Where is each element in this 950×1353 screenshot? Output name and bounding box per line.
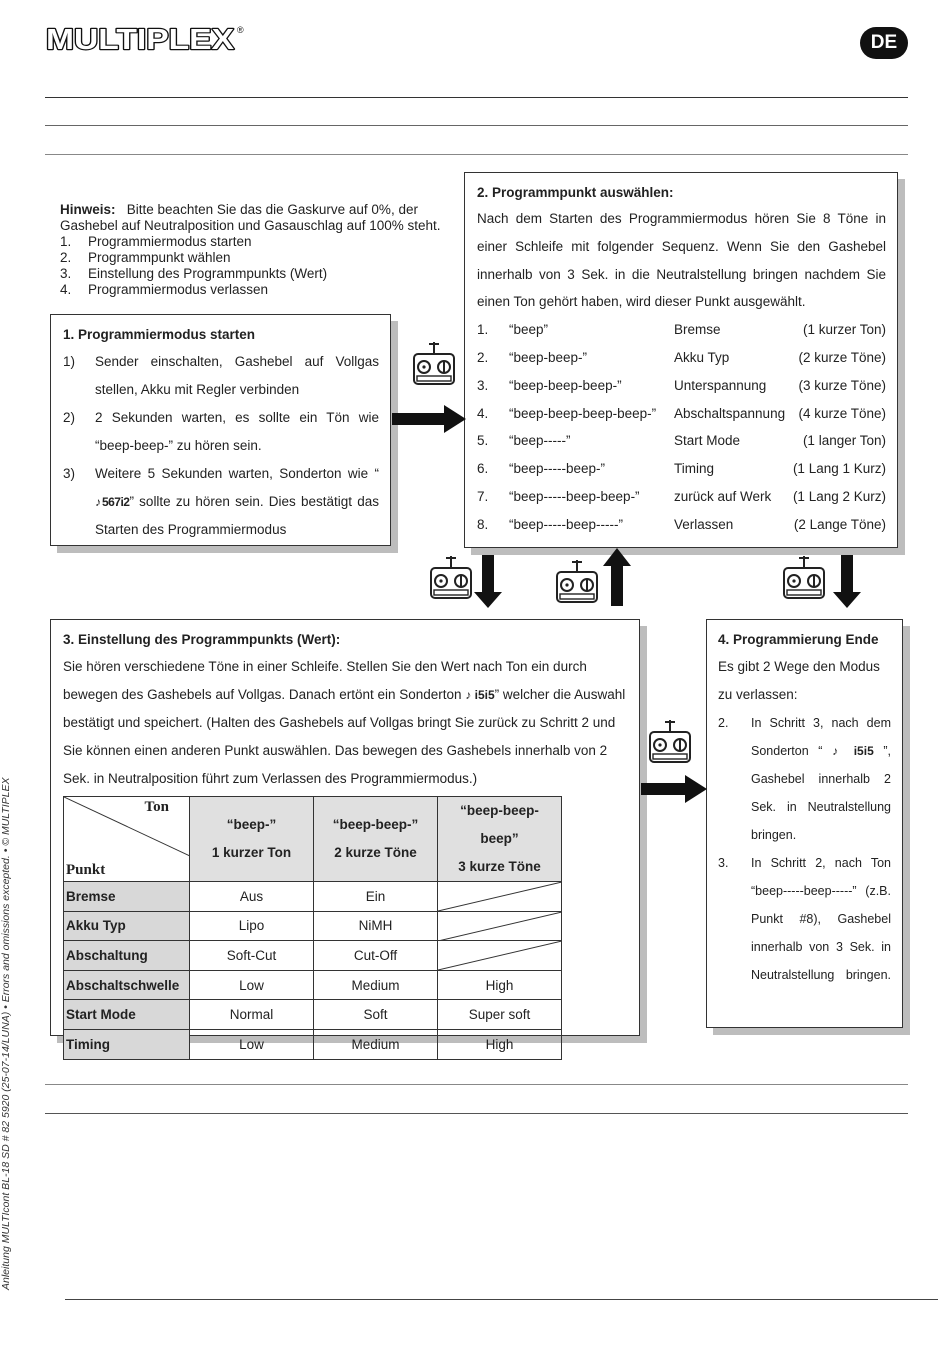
table-row <box>64 911 562 941</box>
sequence-description: (1 Lang 2 Kurz) <box>792 488 886 504</box>
column-header-tone: “beep-beep-” <box>332 817 419 832</box>
table-row <box>64 941 562 971</box>
cell-diagonal <box>438 941 562 970</box>
sequence-number: 1. <box>477 322 489 338</box>
box4-item-text <box>751 709 891 849</box>
sequence-tone: “beep” <box>509 322 549 338</box>
hint-step-text: Programmiermodus starten <box>88 234 252 249</box>
header-rule-3 <box>45 154 908 155</box>
sequence-row <box>477 400 886 428</box>
footer-rule-1 <box>45 1084 908 1085</box>
hint-steps <box>60 234 460 298</box>
box3-text-after: ” welcher die Auswahl bestätigt und speichert. (Halten des Gashebels auf Vollgas bringt Sie zurück zu Schritt 2 und Sie können einen anderen Punkt auswählen. Das bewegen des Gashebels innerhalb von 2 Sek. in Neutralposition führt zum Verlassen des Programmiermodus.) <box>63 687 626 786</box>
tone-glyph: ♪567i2 <box>95 495 130 509</box>
transmitter-icon <box>784 556 824 598</box>
box4-title: 4. Programmierung Ende <box>718 632 879 647</box>
hint-step-text: Einstellung des Programmpunkts (Wert) <box>88 266 328 281</box>
multiplex-logo-text: MULTIPLEX <box>46 24 235 54</box>
box3-text <box>63 653 627 793</box>
sequence-tone: “beep-beep-” <box>509 349 588 365</box>
hint-step-number: 2. <box>60 250 72 265</box>
row-header: Akku Typ <box>64 911 190 941</box>
table-column-header <box>190 797 314 882</box>
table-cell: Medium <box>314 1029 438 1059</box>
box1-item <box>63 348 379 404</box>
sequence-item: Unterspannung <box>674 377 767 393</box>
sequence-row <box>477 372 886 400</box>
box4-item-number: 2. <box>718 716 729 730</box>
cell-diagonal <box>438 912 562 941</box>
sequence-tone: “beep-----beep-----” <box>509 516 624 532</box>
box-programming-end <box>706 619 903 1028</box>
tone-glyph: ♪ i5i5 <box>832 744 874 758</box>
box4-item <box>718 849 891 989</box>
table-cell: Ein <box>314 882 438 912</box>
sequence-row <box>477 483 886 511</box>
table-corner-cell <box>64 797 190 882</box>
column-header-desc: 2 kurze Töne <box>334 845 417 860</box>
box2-title: 2. Programmpunkt auswählen: <box>477 185 674 200</box>
column-header-desc: 1 kurzer Ton <box>211 845 292 860</box>
box1-title: 1. Programmiermodus starten <box>63 327 256 342</box>
sequence-row <box>477 316 886 344</box>
row-header: Abschaltschwelle <box>64 970 190 1000</box>
hint-text: Bitte beachten Sie das die Gaskurve auf 0%, der Gashebel auf Neutralposition und Gasauschlag auf 100% steht. <box>60 202 441 233</box>
box2-rows <box>477 316 886 538</box>
table-row <box>64 1000 562 1030</box>
table-body <box>64 882 562 1060</box>
hint-step <box>60 250 460 266</box>
box4-item-text-after: ”, Gashebel innerhalb 2 Sek. in Neutralstellung bringen. <box>751 744 892 842</box>
cell-diagonal <box>438 882 562 911</box>
header-rule-2 <box>45 125 908 126</box>
table-cell: Lipo <box>190 911 314 941</box>
hint-step-number: 3. <box>60 266 72 281</box>
table-cell: Aus <box>190 882 314 912</box>
hint-step-number: 4. <box>60 282 72 297</box>
box-select-item <box>464 172 898 548</box>
hint-step <box>60 234 460 250</box>
box3-text-before: Sie hören verschiedene Töne in einer Schleife. Stellen Sie den Wert nach Ton ein durch bewegen des Gashebels auf Vollgas. Danach ertönt ein Sonderton <box>63 659 587 702</box>
not-applicable-cell <box>438 882 562 912</box>
table-cell: High <box>438 1029 562 1059</box>
hint-step-number: 1. <box>60 234 72 249</box>
box4-text: Es gibt 2 Wege den Modus zu verlassen: <box>718 659 880 702</box>
sequence-description: (3 kurze Töne) <box>798 377 886 393</box>
box1-item-number: 2) <box>63 410 76 425</box>
sequence-tone: “beep-beep-beep-” <box>509 377 622 393</box>
box-programming-start <box>50 314 391 546</box>
sequence-number: 4. <box>477 405 489 421</box>
sequence-number: 7. <box>477 488 489 504</box>
box-set-value <box>50 619 640 1052</box>
row-header: Timing <box>64 1029 190 1059</box>
sidebar-footer-text: Anleitung MULTIcont BL-18 SD # 82 5920 (25-07-14/LUNA) • Errors and omissions excepted. • © MULTIPLEX <box>0 777 12 1290</box>
sequence-row <box>477 511 886 539</box>
row-header: Start Mode <box>64 1000 190 1030</box>
value-table <box>63 796 562 1060</box>
sequence-number: 8. <box>477 516 489 532</box>
sequence-number: 6. <box>477 461 489 477</box>
box1-item-number: 1) <box>63 354 76 369</box>
box1-item-text: 2 Sekunden warten, es sollte ein Tön wie “beep-beep-” zu hören sein. <box>95 410 379 453</box>
footer-rule-2 <box>45 1113 908 1114</box>
registered-mark: ® <box>237 25 244 35</box>
corner-label-punkt: Punkt <box>66 862 106 878</box>
sequence-tone: “beep-----beep-” <box>509 461 606 477</box>
corner-label-ton: Ton <box>144 799 169 815</box>
sequence-number: 2. <box>477 349 489 365</box>
sequence-description: (2 kurze Töne) <box>798 349 886 365</box>
table-cell: Soft-Cut <box>190 941 314 971</box>
column-header-tone: “beep-” <box>226 817 277 832</box>
box1-item-text-after: ” sollte zu hören sein. Dies bestätigt das Starten des Programmiermodus <box>95 494 380 537</box>
hint-section <box>60 202 460 298</box>
table-cell: Soft <box>314 1000 438 1030</box>
table-cell: Cut-Off <box>314 941 438 971</box>
table-cell: Low <box>190 970 314 1000</box>
language-badge: DE <box>860 27 908 59</box>
box1-item-text <box>95 460 379 544</box>
hint-label: Hinweis: <box>60 202 116 217</box>
multiplex-logo <box>45 22 245 54</box>
box1-item <box>63 404 379 460</box>
table-cell: High <box>438 970 562 1000</box>
sequence-item: Verlassen <box>674 516 734 532</box>
box1-item-number: 3) <box>63 466 76 481</box>
table-header-row <box>64 797 562 882</box>
box2-text: Nach dem Starten des Programmiermodus hören Sie 8 Töne in einer Schleife mit folgender Sequenz. Wenn Sie den Gashebel innerhalb von 3 Sek. in die Neutralstellung bringen nachdem Sie einen Ton gehört haben, wird dieser Punkt ausgewählt. <box>477 211 886 310</box>
sequence-description: (1 Lang 1 Kurz) <box>792 461 886 477</box>
header-rule-1 <box>45 97 908 98</box>
table-cell: Normal <box>190 1000 314 1030</box>
arrow-up-1 <box>603 548 631 606</box>
arrow-right-2 <box>641 775 707 803</box>
box1-item-text-before: Weitere 5 Sekunden warten, Sonderton wie “ <box>95 466 379 481</box>
sequence-tone: “beep-----beep-beep-” <box>509 488 640 504</box>
arrow-down-1 <box>474 555 502 608</box>
sequence-description: (2 Lange Töne) <box>793 516 886 532</box>
hint-step-text: Programmpunkt wählen <box>88 250 231 265</box>
sequence-item: Bremse <box>674 322 721 338</box>
table-cell: Super soft <box>438 1000 562 1030</box>
transmitter-icon <box>557 560 597 602</box>
sequence-item: Akku Typ <box>674 349 730 365</box>
box3-title: 3. Einstellung des Programmpunkts (Wert): <box>63 632 341 647</box>
table-cell: Medium <box>314 970 438 1000</box>
box4-item-text-before: In Schritt 3, nach dem Sonderton “ <box>751 716 891 758</box>
row-header: Bremse <box>64 882 190 912</box>
column-header-tone: “beep-beep-beep” <box>460 803 539 846</box>
transmitter-icon <box>650 720 690 762</box>
hint-step <box>60 266 460 282</box>
sequence-description: (4 kurze Töne) <box>798 405 886 421</box>
sequence-row <box>477 427 886 455</box>
table-cell: NiMH <box>314 911 438 941</box>
table-row <box>64 970 562 1000</box>
sequence-number: 3. <box>477 377 489 393</box>
table-row <box>64 1029 562 1059</box>
sequence-item: Timing <box>674 461 715 477</box>
sequence-row <box>477 344 886 372</box>
sequence-row <box>477 455 886 483</box>
transmitter-icon <box>414 342 454 384</box>
sequence-description: (1 kurzer Ton) <box>802 322 886 338</box>
hint-step <box>60 282 460 298</box>
sequence-tone: “beep-beep-beep-beep-” <box>509 405 657 421</box>
box4-item-number: 3. <box>718 856 729 870</box>
box1-item-text: Sender einschalten, Gashebel auf Vollgas stellen, Akku mit Regler verbinden <box>95 354 379 397</box>
sequence-description: (1 langer Ton) <box>802 433 886 449</box>
table-column-header <box>314 797 438 882</box>
not-applicable-cell <box>438 941 562 971</box>
sequence-tone: “beep-----” <box>509 433 571 449</box>
not-applicable-cell <box>438 911 562 941</box>
arrow-down-2 <box>833 555 861 608</box>
footer-rule-3 <box>65 1299 938 1300</box>
sequence-item: Abschaltspannung <box>674 405 786 421</box>
column-header-desc: 3 kurze Töne <box>458 859 541 874</box>
hint-step-text: Programmiermodus verlassen <box>88 282 269 297</box>
transmitter-icon <box>431 556 471 598</box>
box1-item <box>63 460 379 544</box>
table-cell: Low <box>190 1029 314 1059</box>
sequence-item: Start Mode <box>674 433 741 449</box>
table-row <box>64 882 562 912</box>
table-column-header <box>438 797 562 882</box>
hint-paragraph <box>60 202 460 234</box>
row-header: Abschaltung <box>64 941 190 971</box>
sequence-item: zurück auf Werk <box>674 488 772 504</box>
tone-glyph: ♪ i5i5 <box>465 688 495 702</box>
box4-item-text: In Schritt 2, nach Ton “beep-----beep-----” (z.B. Punkt #8), Gashebel innerhalb von 3 Sek. in Neutralstellung bringen. <box>751 856 891 982</box>
corner-diagonal <box>64 797 190 856</box>
box4-item <box>718 709 891 849</box>
sequence-number: 5. <box>477 433 489 449</box>
arrow-right-1 <box>392 405 466 433</box>
